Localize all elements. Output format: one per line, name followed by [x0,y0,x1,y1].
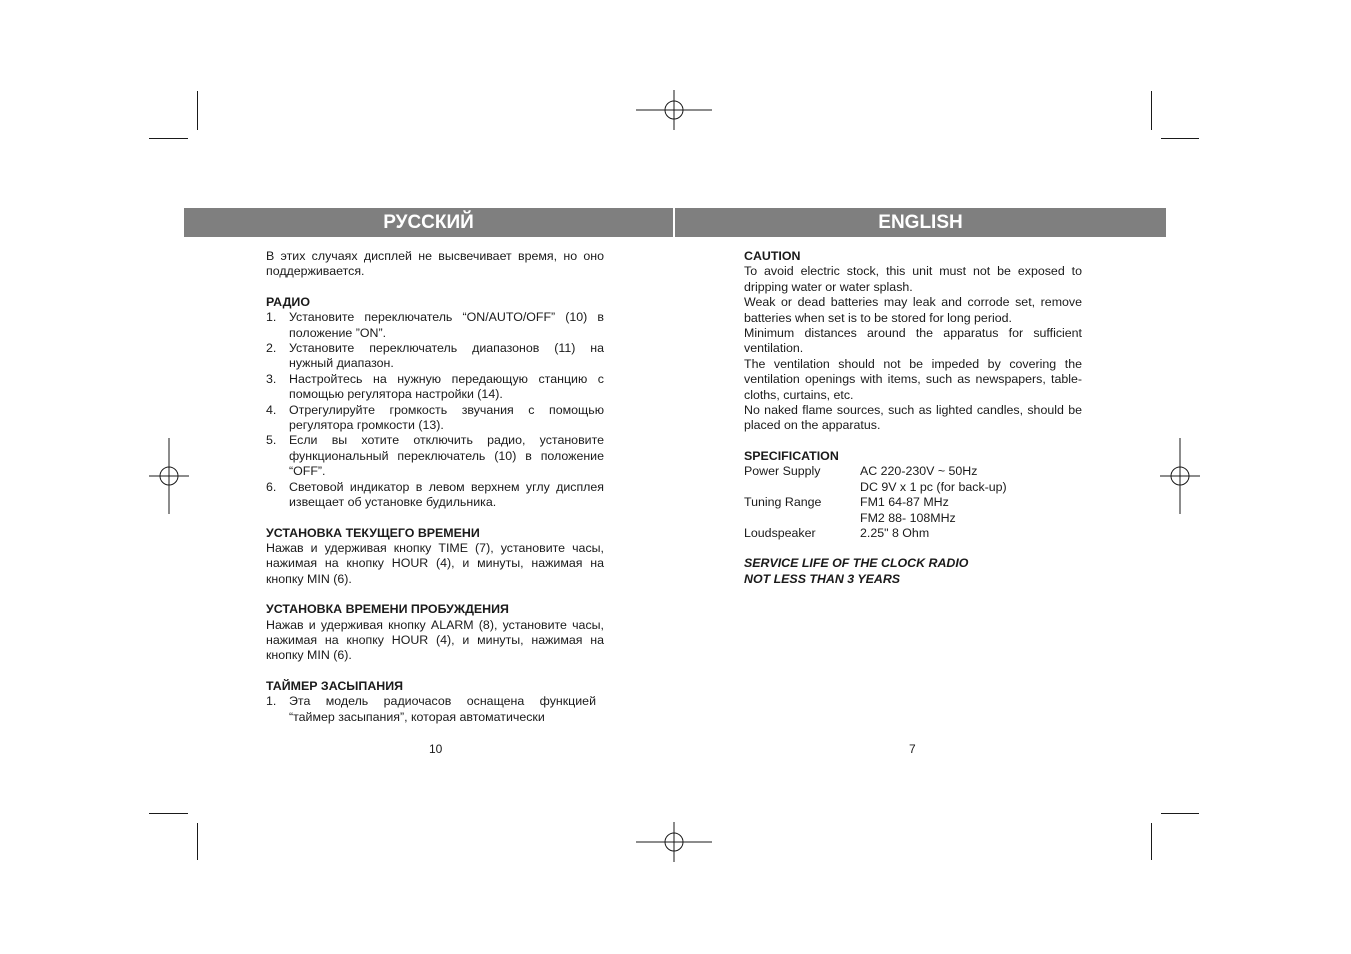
specification-table [744,464,1082,541]
page-number-right: 7 [909,742,916,756]
spec-value: 2.25" 8 Ohm [860,525,930,540]
section-heading-sleep: ТАЙМЕР ЗАСЫПАНИЯ [266,678,404,693]
time-paragraph: Нажав и удерживая кнопку TIME (7), установите часы, нажимая на кнопку HOUR (4), и минуты, нажимая на кнопку MIN (6). [266,540,604,586]
registration-mark-icon [1140,436,1220,516]
section-heading-radio: РАДИО [266,294,310,309]
item-number: 3. [266,371,277,386]
spec-row [744,495,1082,510]
spec-value: AC 220-230V ~ 50Hz [860,464,978,479]
service-life-line: SERVICE LIFE OF THE CLOCK RADIO [744,556,969,571]
spec-key: Power Supply [744,464,821,479]
spec-value: FM1 64-87 MHz [860,495,949,510]
section-heading-specification: SPECIFICATION [744,448,839,463]
item-text: Отрегулируйте громкость звучания с помощью регулятора громкости (13). [289,402,604,433]
list-item [266,372,604,403]
spec-row [744,464,1082,479]
section-heading-caution: CAUTION [744,249,801,263]
spec-key: Tuning Range [744,495,822,510]
section-heading-alarm: УСТАНОВКА ВРЕМЕНИ ПРОБУЖДЕНИЯ [266,602,509,617]
section-heading-time: УСТАНОВКА ТЕКУЩЕГО ВРЕМЕНИ [266,525,480,540]
list-item [266,310,604,341]
item-number: 2. [266,341,277,356]
list-item [266,694,596,725]
intro-paragraph: В этих случаях дисплей не высвечивает время, но оно поддерживается. [266,249,604,279]
item-text: Если вы хотите отключить радио, установите функциональный переключатель (10) в положение “OFF”. [289,433,604,479]
crop-mark [197,823,198,860]
spec-key: Loudspeaker [744,525,816,540]
item-number: 1. [266,694,277,709]
caution-paragraph: Weak or dead batteries may leak and corrode set, remove batteries when set is to be stored for long period. [744,295,1082,325]
service-life-line: NOT LESS THAN 3 YEARS [744,571,901,586]
crop-mark [1151,823,1152,860]
russian-column [266,249,604,725]
crop-mark [1151,91,1152,130]
caution-paragraph: The ventilation should not be impeded by covering the ventilation openings with items, such as newspapers, table-cloths, curtains, etc. [744,356,1082,402]
spec-key [744,480,860,495]
list-item [266,403,604,434]
list-item [266,433,604,479]
radio-steps-list [266,310,604,510]
language-header-russian: РУССКИЙ [184,208,673,237]
spec-key [744,511,860,526]
spec-value: DC 9V x 1 pc (for back-up) [860,479,1007,494]
list-item [266,480,604,511]
item-text: Установите переключатель “ON/AUTO/OFF” (10) в положение ”ON”. [289,310,604,340]
spec-row [744,480,1082,495]
crop-mark [1161,138,1199,139]
item-number: 4. [266,402,277,417]
registration-mark-icon [129,436,209,516]
english-column [744,249,1082,587]
crop-mark [149,138,188,139]
crop-mark [149,813,188,814]
caution-paragraph: Minimum distances around the apparatus for sufficient ventilation. [744,326,1082,356]
item-number: 6. [266,479,277,494]
item-number: 1. [266,310,277,325]
item-number: 5. [266,433,277,448]
page-number-left: 10 [429,742,443,756]
registration-mark-icon [634,802,714,882]
item-text: Световой индикатор в левом верхнем углу дисплея извещает об установке будильника. [289,479,604,510]
crop-mark [197,91,198,130]
sleep-steps-list [266,694,596,725]
list-item [266,341,604,372]
spec-row [744,526,1082,541]
alarm-paragraph: Нажав и удерживая кнопку ALARM (8), установите часы, нажимая на кнопку HOUR (4), и минуты, нажимая на кнопку MIN (6). [266,617,604,663]
language-header-english: ENGLISH [675,208,1166,237]
item-text: Эта модель радиочасов оснащена функцией “таймер засыпания”, которая автоматически [289,694,596,724]
registration-mark-icon [634,70,714,150]
crop-mark [1161,813,1199,814]
spec-row [744,511,1082,526]
item-text: Настройтесь на нужную передающую станцию с помощью регулятора настройки (14). [289,371,604,402]
spec-value: FM2 88- 108MHz [860,510,956,525]
caution-paragraph: No naked flame sources, such as lighted candles, should be placed on the apparatus. [744,403,1082,433]
item-text: Установите переключатель диапазонов (11) на нужный диапазон. [289,341,604,371]
caution-paragraph: To avoid electric stock, this unit must not be exposed to dripping water or water splash. [744,264,1082,294]
